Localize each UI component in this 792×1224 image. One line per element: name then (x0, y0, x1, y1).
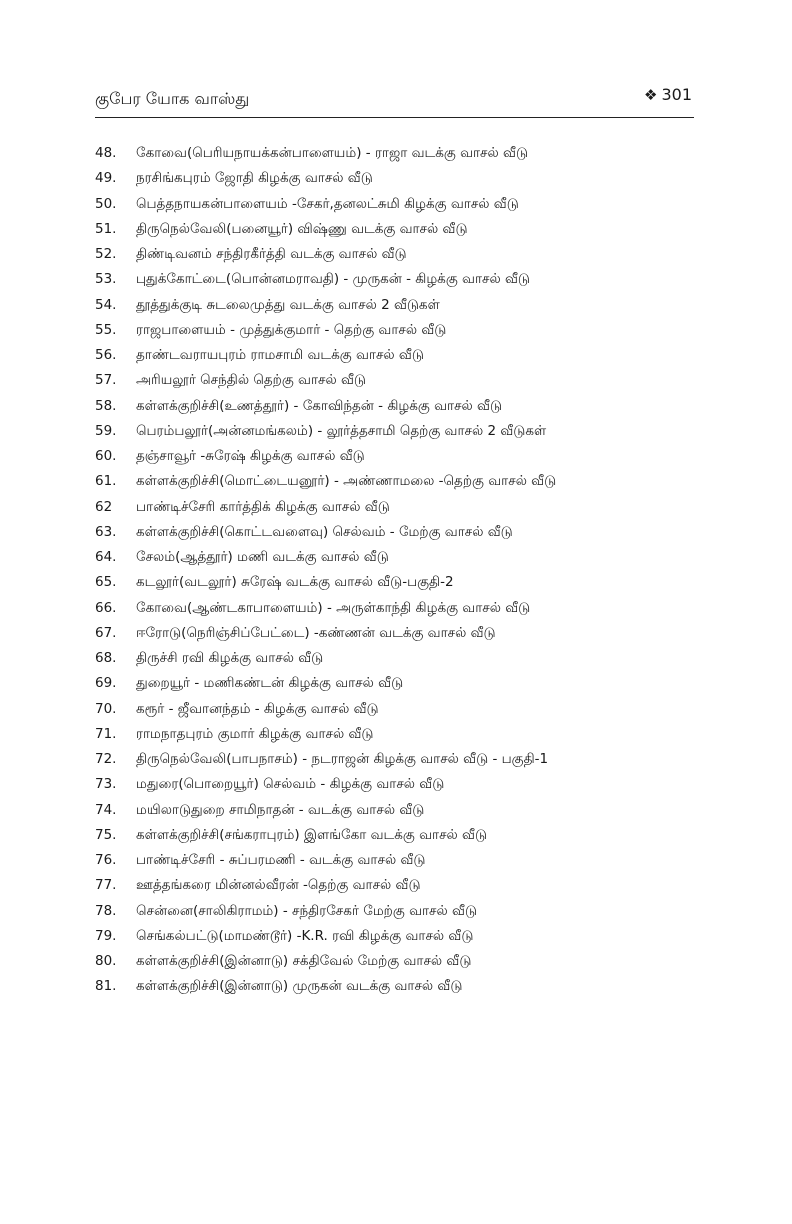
list-item (95, 141, 735, 166)
list-item (95, 621, 735, 646)
list-item (95, 646, 735, 671)
item-text: ராஜபாளையம் - முத்துக்குமார் - தெற்கு வாசல் வீடு (136, 321, 447, 338)
item-text: ஈரோடு(நெரிஞ்சிப்பேட்டை) -கண்ணன் வடக்கு வாசல் வீடு (136, 624, 496, 641)
item-text: கடலூர்(வடலூர்) சுரேஷ் வடக்கு வாசல் வீடு-பகுதி-2 (136, 574, 454, 591)
item-number: 52. (95, 246, 117, 262)
item-number: 70. (95, 700, 117, 717)
item-number: 68. (95, 650, 117, 666)
item-number: 80. (95, 953, 117, 969)
item-number: 71. (95, 725, 117, 742)
header-divider (95, 117, 694, 118)
item-number: 58. (95, 397, 117, 414)
ornament-bullet-icon: ❖ (644, 86, 658, 104)
list-item (95, 949, 735, 974)
list-item (95, 293, 735, 318)
item-number: 65. (95, 574, 117, 591)
item-text: கள்ளக்குறிச்சி(கொட்டவளைவு) செல்வம் - மேற்கு வாசல் வீடு (136, 523, 513, 540)
item-number: 72. (95, 751, 117, 767)
item-number: 56. (95, 347, 117, 363)
item-text: நரசிங்கபுரம் ஜோதி கிழக்கு வாசல் வீடு (136, 170, 373, 187)
item-number: 59. (95, 422, 117, 439)
list-item (95, 899, 735, 924)
item-number: 67. (95, 624, 117, 641)
item-number: 78. (95, 902, 117, 919)
list-item (95, 343, 735, 368)
list-item (95, 394, 735, 419)
item-text: பாண்டிச்சேரி கார்த்திக் கிழக்கு வாசல் வீடு (136, 498, 390, 515)
item-text: தஞ்சாவூர் -சுரேஷ் கிழக்கு வாசல் வீடு (136, 448, 365, 464)
item-number: 54. (95, 296, 117, 313)
page-header (95, 84, 694, 118)
item-text: ராமநாதபுரம் குமார் கிழக்கு வாசல் வீடு (136, 725, 374, 742)
item-text: மதுரை(பொறையூர்) செல்வம் - கிழக்கு வாசல் வீடு (136, 776, 445, 793)
item-number: 74. (95, 801, 117, 818)
item-text: கரூர் - ஜீவானந்தம் - கிழக்கு வாசல் வீடு (136, 700, 379, 717)
list-item (95, 722, 735, 747)
item-text: சென்னை(சாலிகிராமம்) - சந்திரசேகர் மேற்கு வாசல் வீடு (136, 902, 477, 919)
item-number: 57. (95, 372, 117, 389)
item-text: கள்ளக்குறிச்சி(உணத்தூர்) - கோவிந்தன் - கிழக்கு வாசல் வீடு (136, 397, 503, 414)
item-number: 79. (95, 927, 117, 944)
item-number: 77. (95, 877, 117, 894)
list-item (95, 166, 735, 191)
list-item (95, 798, 735, 823)
list-item (95, 974, 735, 999)
item-number: 66. (95, 599, 117, 616)
list-item (95, 545, 735, 570)
list-item (95, 697, 735, 722)
item-number: 51. (95, 220, 117, 237)
item-text: துறையூர் - மணிகண்டன் கிழக்கு வாசல் வீடு (136, 675, 404, 692)
item-number: 62 (95, 498, 113, 515)
list-item (95, 848, 735, 873)
list-item (95, 596, 735, 621)
item-text: தூத்துக்குடி சுடலைமுத்து வடக்கு வாசல் 2 வீடுகள் (136, 296, 440, 313)
list-item (95, 823, 735, 848)
list-item (95, 419, 735, 444)
item-text: பெரம்பலூர்(அன்னமங்கலம்) - லூர்த்தசாமி தெற்கு வாசல் 2 வீடுகள் (136, 422, 547, 439)
item-text: சேலம்(ஆத்தூர்) மணி வடக்கு வாசல் வீடு (136, 549, 389, 565)
item-text: செங்கல்பட்டு(மாமண்டூர்) -K.R. ரவி கிழக்கு வாசல் வீடு (136, 927, 474, 944)
list-item (95, 368, 735, 393)
item-text: அரியலூர் செந்தில் தெற்கு வாசல் வீடு (136, 372, 366, 389)
item-text: தாண்டவராயபுரம் ராமசாமி வடக்கு வாசல் வீடு (136, 347, 424, 363)
list-item (95, 444, 735, 469)
page-number-block (644, 84, 692, 106)
item-text: திண்டிவனம் சந்திரகீர்த்தி வடக்கு வாசல் வீடு (136, 246, 407, 262)
item-number: 50. (95, 195, 117, 212)
item-number: 73. (95, 776, 117, 793)
list-item (95, 924, 735, 949)
item-number: 63. (95, 523, 117, 540)
item-text: புதுக்கோட்டை(பொன்னமராவதி) - முருகன் - கிழக்கு வாசல் வீடு (136, 271, 530, 288)
item-text: திருநெல்வேலி(பாபநாசம்) - நடராஜன் கிழக்கு வாசல் வீடு - பகுதி-1 (136, 751, 549, 767)
item-number: 60. (95, 448, 117, 464)
running-title: குபேர யோக வாஸ்து (95, 89, 250, 108)
list-item (95, 671, 735, 696)
item-text: கோவை(பெரியநாயக்கன்பாளையம்) - ராஜா வடக்கு வாசல் வீடு (136, 145, 529, 161)
item-text: மயிலாடுதுறை சாமிநாதன் - வடக்கு வாசல் வீடு (136, 801, 425, 818)
item-text: ஊத்தங்கரை மின்னல்வீரன் -தெற்கு வாசல் வீடு (136, 877, 421, 894)
item-text: கோவை(ஆண்டகாபாளையம்) - அருள்காந்தி கிழக்கு வாசல் வீடு (136, 599, 531, 616)
list-item (95, 192, 735, 217)
list-item (95, 217, 735, 242)
list-item (95, 772, 735, 797)
list-item (95, 747, 735, 772)
list-item (95, 495, 735, 520)
item-text: கள்ளக்குறிச்சி(மொட்டையனூர்) - அண்ணாமலை -தெற்கு வாசல் வீடு (136, 473, 557, 490)
item-text: திருச்சி ரவி கிழக்கு வாசல் வீடு (136, 650, 324, 666)
list-item (95, 873, 735, 898)
item-text: திருநெல்வேலி(பனையூர்) விஷ்ணு வடக்கு வாசல் வீடு (136, 220, 468, 237)
item-text: பெத்தநாயகன்பாளையம் -சேகர்,தனலட்சுமி கிழக்கு வாசல் வீடு (136, 195, 519, 212)
item-number: 76. (95, 852, 117, 868)
item-number: 55. (95, 321, 117, 338)
item-number: 64. (95, 549, 117, 565)
item-number: 61. (95, 473, 117, 490)
item-number: 53. (95, 271, 117, 288)
item-text: கள்ளக்குறிச்சி(சங்கராபுரம்) இளங்கோ வடக்கு வாசல் வீடு (136, 826, 488, 843)
item-text: கள்ளக்குறிச்சி(இன்னாடு) முருகன் வடக்கு வாசல் வீடு (136, 978, 463, 995)
page-number: 301 (661, 85, 692, 104)
list-item (95, 469, 735, 494)
item-number: 48. (95, 145, 117, 161)
list-item (95, 318, 735, 343)
item-number: 49. (95, 170, 117, 187)
item-number: 81. (95, 978, 117, 995)
list-item (95, 267, 735, 292)
item-text: கள்ளக்குறிச்சி(இன்னாடு) சக்திவேல் மேற்கு வாசல் வீடு (136, 953, 472, 969)
item-number: 69. (95, 675, 117, 692)
item-number: 75. (95, 826, 117, 843)
item-text: பாண்டிச்சேரி - சுப்பரமணி - வடக்கு வாசல் வீடு (136, 852, 426, 868)
list-item (95, 520, 735, 545)
house-list (95, 141, 735, 1000)
list-item (95, 570, 735, 595)
list-item (95, 242, 735, 267)
